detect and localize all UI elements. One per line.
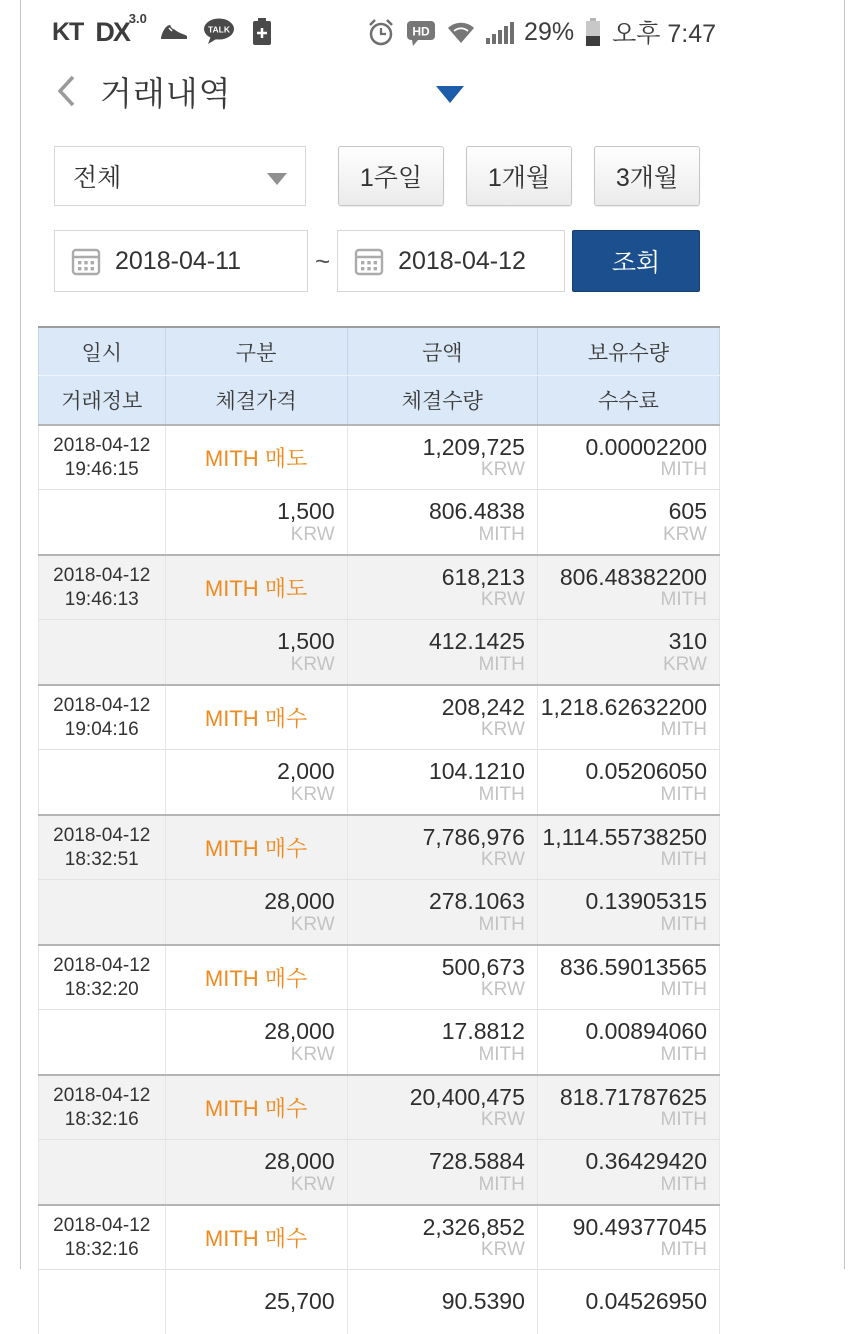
table-header-row-1 <box>38 328 720 376</box>
shoe-icon <box>157 17 189 47</box>
tx-qty-unit: MITH <box>478 1173 525 1195</box>
tx-holding-value: 836.59013565 <box>559 953 707 980</box>
tx-amount-unit: KRW <box>480 979 525 1001</box>
search-button[interactable]: 조회 <box>572 230 700 292</box>
tx-fee-cell <box>538 1010 720 1074</box>
tx-time: 19:04:16 <box>64 718 139 740</box>
tx-fee-unit: MITH <box>660 913 707 935</box>
tx-holding-value: 1,114.55738250 <box>542 823 707 850</box>
transaction-detail-row <box>38 1140 720 1204</box>
transaction-block <box>38 554 720 684</box>
tx-qty-unit: MITH <box>478 783 525 805</box>
transaction-block <box>38 814 720 944</box>
tx-amount-value: 1,209,725 <box>422 433 525 460</box>
svg-text:HD: HD <box>412 24 430 39</box>
transaction-table <box>38 326 720 1334</box>
tx-fee-value: 605 <box>668 498 707 525</box>
tx-qty-cell <box>348 1140 538 1204</box>
tx-qty-unit: MITH <box>478 653 525 675</box>
period-button-group <box>338 146 700 206</box>
tx-date: 2018-04-12 <box>53 564 151 586</box>
tx-holding-unit: MITH <box>660 459 707 481</box>
tx-datetime-cell <box>38 1076 166 1139</box>
tx-qty-value: 278.1063 <box>428 888 525 915</box>
tx-qty-value: 728.5884 <box>428 1148 525 1175</box>
tx-time: 18:32:16 <box>64 1238 139 1260</box>
tx-qty-unit: MITH <box>478 1043 525 1065</box>
status-bar-left <box>52 10 275 48</box>
tx-empty-cell <box>38 880 166 944</box>
transaction-block <box>38 1074 720 1204</box>
tx-amount-unit: KRW <box>480 719 525 741</box>
transaction-main-row <box>38 1206 720 1270</box>
tx-fee-cell <box>538 880 720 944</box>
tx-date: 2018-04-12 <box>53 1084 151 1106</box>
transaction-type-value: 전체 <box>73 164 122 192</box>
tx-qty-cell <box>348 490 538 554</box>
tx-holding-value: 806.48382200 <box>559 563 707 590</box>
tx-amount-cell <box>348 816 538 879</box>
transaction-main-row <box>38 556 720 620</box>
tx-time: 18:32:20 <box>64 978 139 1000</box>
tx-amount-value: 2,326,852 <box>422 1213 525 1240</box>
tx-datetime-cell <box>38 816 166 879</box>
status-bar-right <box>366 14 716 50</box>
title-dropdown-icon[interactable] <box>436 86 464 103</box>
tx-qty-value: 90.5390 <box>441 1288 525 1315</box>
tx-type-label: MITH 매도 <box>204 576 308 601</box>
tx-date: 2018-04-12 <box>53 434 151 456</box>
tx-qty-value: 412.1425 <box>428 628 525 655</box>
tx-holding-unit: MITH <box>660 1109 707 1131</box>
tx-holding-cell <box>538 556 720 619</box>
tx-amount-cell <box>348 1206 538 1269</box>
tx-empty-cell <box>38 1010 166 1074</box>
page-title: 거래내역 <box>100 74 232 112</box>
tx-amount-cell <box>348 556 538 619</box>
tx-fee-cell <box>538 1270 720 1334</box>
tx-empty-cell <box>38 620 166 684</box>
tx-type-cell <box>166 946 348 1009</box>
transaction-detail-row <box>38 490 720 554</box>
tx-amount-cell <box>348 686 538 749</box>
tx-qty-cell <box>348 1010 538 1074</box>
tx-amount-value: 20,400,475 <box>409 1083 525 1110</box>
col-header-tradeinfo: 거래정보 <box>38 376 166 424</box>
col-header-holding: 보유수량 <box>538 328 720 375</box>
tx-qty-unit: MITH <box>478 913 525 935</box>
tx-amount-unit: KRW <box>480 1109 525 1131</box>
tx-amount-value: 208,242 <box>441 693 525 720</box>
tx-time: 19:46:15 <box>64 458 139 480</box>
transaction-block <box>38 1204 720 1334</box>
tx-datetime-cell <box>38 1206 166 1269</box>
tx-fee-unit: KRW <box>663 653 707 675</box>
transaction-main-row <box>38 686 720 750</box>
transaction-detail-row <box>38 620 720 684</box>
tx-empty-cell <box>38 1270 166 1334</box>
period-1month-button[interactable]: 1개월 <box>466 146 572 206</box>
tx-type-label: MITH 매수 <box>204 706 308 731</box>
tx-type-label: MITH 매도 <box>204 446 308 471</box>
tx-holding-unit: MITH <box>660 589 707 611</box>
col-header-datetime: 일시 <box>38 328 166 375</box>
tx-fee-cell <box>538 1140 720 1204</box>
tx-holding-unit: MITH <box>660 979 707 1001</box>
tx-price-value: 28,000 <box>264 1018 335 1045</box>
date-from-input[interactable] <box>54 230 308 292</box>
tx-holding-cell <box>538 816 720 879</box>
tx-type-label: MITH 매수 <box>204 1226 308 1251</box>
tx-fee-value: 0.04526950 <box>585 1288 707 1315</box>
tx-price-value: 1,500 <box>277 498 335 525</box>
left-edge-divider <box>20 0 21 1269</box>
tx-holding-cell <box>538 1076 720 1139</box>
signal-strength-icon <box>485 18 515 46</box>
tx-holding-value: 818.71787625 <box>559 1083 707 1110</box>
transaction-main-row <box>38 816 720 880</box>
tx-holding-unit: MITH <box>660 1239 707 1261</box>
tx-amount-cell <box>348 1076 538 1139</box>
back-button[interactable] <box>54 73 78 109</box>
tx-type-cell <box>166 686 348 749</box>
tx-qty-cell <box>348 620 538 684</box>
period-3month-button[interactable]: 3개월 <box>594 146 700 206</box>
tx-qty-cell <box>348 1270 538 1334</box>
tx-date: 2018-04-12 <box>53 694 151 716</box>
tx-empty-cell <box>38 750 166 814</box>
table-header-row-2 <box>38 376 720 424</box>
tx-time: 19:46:13 <box>64 588 139 610</box>
tx-holding-cell <box>538 946 720 1009</box>
transaction-detail-row <box>38 880 720 944</box>
filter-row <box>54 146 700 206</box>
tx-fee-value: 310 <box>668 628 707 655</box>
battery-percent-label: 29% <box>524 17 575 46</box>
transaction-main-row <box>38 946 720 1010</box>
tx-datetime-cell <box>38 946 166 1009</box>
tx-price-value: 25,700 <box>264 1288 335 1315</box>
col-header-qty: 체결수량 <box>348 376 538 424</box>
tx-price-value: 28,000 <box>264 888 335 915</box>
carrier-label: KT <box>52 17 84 46</box>
tx-amount-unit: KRW <box>480 1239 525 1261</box>
period-1week-button[interactable]: 1주일 <box>338 146 444 206</box>
tx-date: 2018-04-12 <box>53 1214 151 1236</box>
tx-amount-unit: KRW <box>480 459 525 481</box>
tx-price-value: 28,000 <box>264 1148 335 1175</box>
battery-plus-icon <box>249 17 275 47</box>
alarm-clock-icon <box>366 17 396 47</box>
tx-type-cell <box>166 816 348 879</box>
tx-fee-cell <box>538 490 720 554</box>
svg-text:TALK: TALK <box>207 24 230 35</box>
tx-price-unit: KRW <box>290 783 335 805</box>
app-screen <box>38 0 720 1334</box>
date-to-value: 2018-04-12 <box>398 246 526 275</box>
hd-badge-icon <box>405 17 437 47</box>
tx-price-unit: KRW <box>290 913 335 935</box>
dx-logo: DX 3.0 <box>95 10 147 47</box>
tx-fee-cell <box>538 750 720 814</box>
tx-price-cell <box>166 1140 348 1204</box>
tx-price-unit: KRW <box>290 653 335 675</box>
tx-price-cell <box>166 1010 348 1074</box>
tx-holding-unit: MITH <box>660 719 707 741</box>
tx-qty-cell <box>348 750 538 814</box>
tx-type-cell <box>166 1076 348 1139</box>
transaction-main-row <box>38 426 720 490</box>
tx-amount-unit: KRW <box>480 849 525 871</box>
transaction-main-row <box>38 1076 720 1140</box>
tx-amount-cell <box>348 426 538 489</box>
tx-holding-cell <box>538 1206 720 1269</box>
tx-qty-unit: MITH <box>478 523 525 545</box>
date-to-input[interactable] <box>337 230 565 292</box>
tx-amount-value: 500,673 <box>441 953 525 980</box>
clock-time-label: 오후 7:47 <box>612 20 716 48</box>
date-range-row <box>54 230 700 292</box>
kakaotalk-icon <box>201 17 237 47</box>
tx-price-value: 2,000 <box>277 758 335 785</box>
tx-empty-cell <box>38 1140 166 1204</box>
tx-price-value: 1,500 <box>277 628 335 655</box>
calendar-icon <box>354 246 384 276</box>
tx-date: 2018-04-12 <box>53 954 151 976</box>
tx-price-cell <box>166 880 348 944</box>
tx-holding-value: 90.49377045 <box>572 1213 707 1240</box>
right-edge-divider <box>844 0 845 1269</box>
tx-holding-value: 0.00002200 <box>585 433 707 460</box>
status-bar <box>38 0 720 50</box>
col-header-amount: 금액 <box>348 328 538 375</box>
tx-fee-unit: MITH <box>660 1173 707 1195</box>
tx-empty-cell <box>38 490 166 554</box>
transaction-rows <box>38 424 720 1334</box>
tx-fee-cell <box>538 620 720 684</box>
tx-qty-value: 17.8812 <box>441 1018 525 1045</box>
tx-datetime-cell <box>38 686 166 749</box>
transaction-block <box>38 424 720 554</box>
chevron-down-icon <box>267 173 287 185</box>
tx-date: 2018-04-12 <box>53 824 151 846</box>
tx-price-cell <box>166 1270 348 1334</box>
tx-holding-cell <box>538 426 720 489</box>
tx-price-unit: KRW <box>290 1173 335 1195</box>
app-header <box>38 62 720 120</box>
tx-amount-value: 7,786,976 <box>422 823 525 850</box>
tx-qty-cell <box>348 880 538 944</box>
tx-amount-cell <box>348 946 538 1009</box>
tx-datetime-cell <box>38 426 166 489</box>
tx-type-label: MITH 매수 <box>204 966 308 991</box>
tx-price-unit: KRW <box>290 1043 335 1065</box>
tx-fee-value: 0.13905315 <box>585 888 707 915</box>
transaction-type-select[interactable] <box>54 146 306 206</box>
tx-type-cell <box>166 556 348 619</box>
calendar-icon <box>71 246 101 276</box>
tx-type-cell <box>166 1206 348 1269</box>
transaction-detail-row <box>38 1010 720 1074</box>
tx-price-cell <box>166 490 348 554</box>
transaction-detail-row <box>38 750 720 814</box>
col-header-price: 체결가격 <box>166 376 348 424</box>
tx-qty-value: 104.1210 <box>428 758 525 785</box>
wifi-icon <box>446 18 476 46</box>
tx-holding-value: 1,218.62632200 <box>540 693 707 720</box>
tx-type-label: MITH 매수 <box>204 1096 308 1121</box>
tx-price-cell <box>166 620 348 684</box>
tx-price-unit: KRW <box>290 523 335 545</box>
col-header-type: 구분 <box>166 328 348 375</box>
date-range-separator: ~ <box>314 245 331 276</box>
tx-fee-value: 0.05206050 <box>585 758 707 785</box>
tx-type-cell <box>166 426 348 489</box>
tx-fee-value: 0.36429420 <box>585 1148 707 1175</box>
col-header-fee: 수수료 <box>538 376 720 424</box>
tx-price-cell <box>166 750 348 814</box>
transaction-block <box>38 944 720 1074</box>
date-from-value: 2018-04-11 <box>115 246 242 275</box>
tx-amount-value: 618,213 <box>441 563 525 590</box>
tx-fee-unit: MITH <box>660 1043 707 1065</box>
tx-holding-cell <box>538 686 720 749</box>
tx-time: 18:32:16 <box>64 1108 139 1130</box>
dx-logo-version: 3.0 <box>128 10 147 26</box>
tx-fee-unit: MITH <box>660 783 707 805</box>
tx-amount-unit: KRW <box>480 589 525 611</box>
battery-level-icon <box>583 17 603 47</box>
tx-type-label: MITH 매수 <box>204 836 308 861</box>
tx-time: 18:32:51 <box>64 848 139 870</box>
transaction-block <box>38 684 720 814</box>
tx-holding-unit: MITH <box>660 849 707 871</box>
transaction-detail-row <box>38 1270 720 1334</box>
tx-qty-value: 806.4838 <box>428 498 525 525</box>
tx-fee-value: 0.00894060 <box>585 1018 707 1045</box>
tx-fee-unit: KRW <box>663 523 707 545</box>
tx-datetime-cell <box>38 556 166 619</box>
